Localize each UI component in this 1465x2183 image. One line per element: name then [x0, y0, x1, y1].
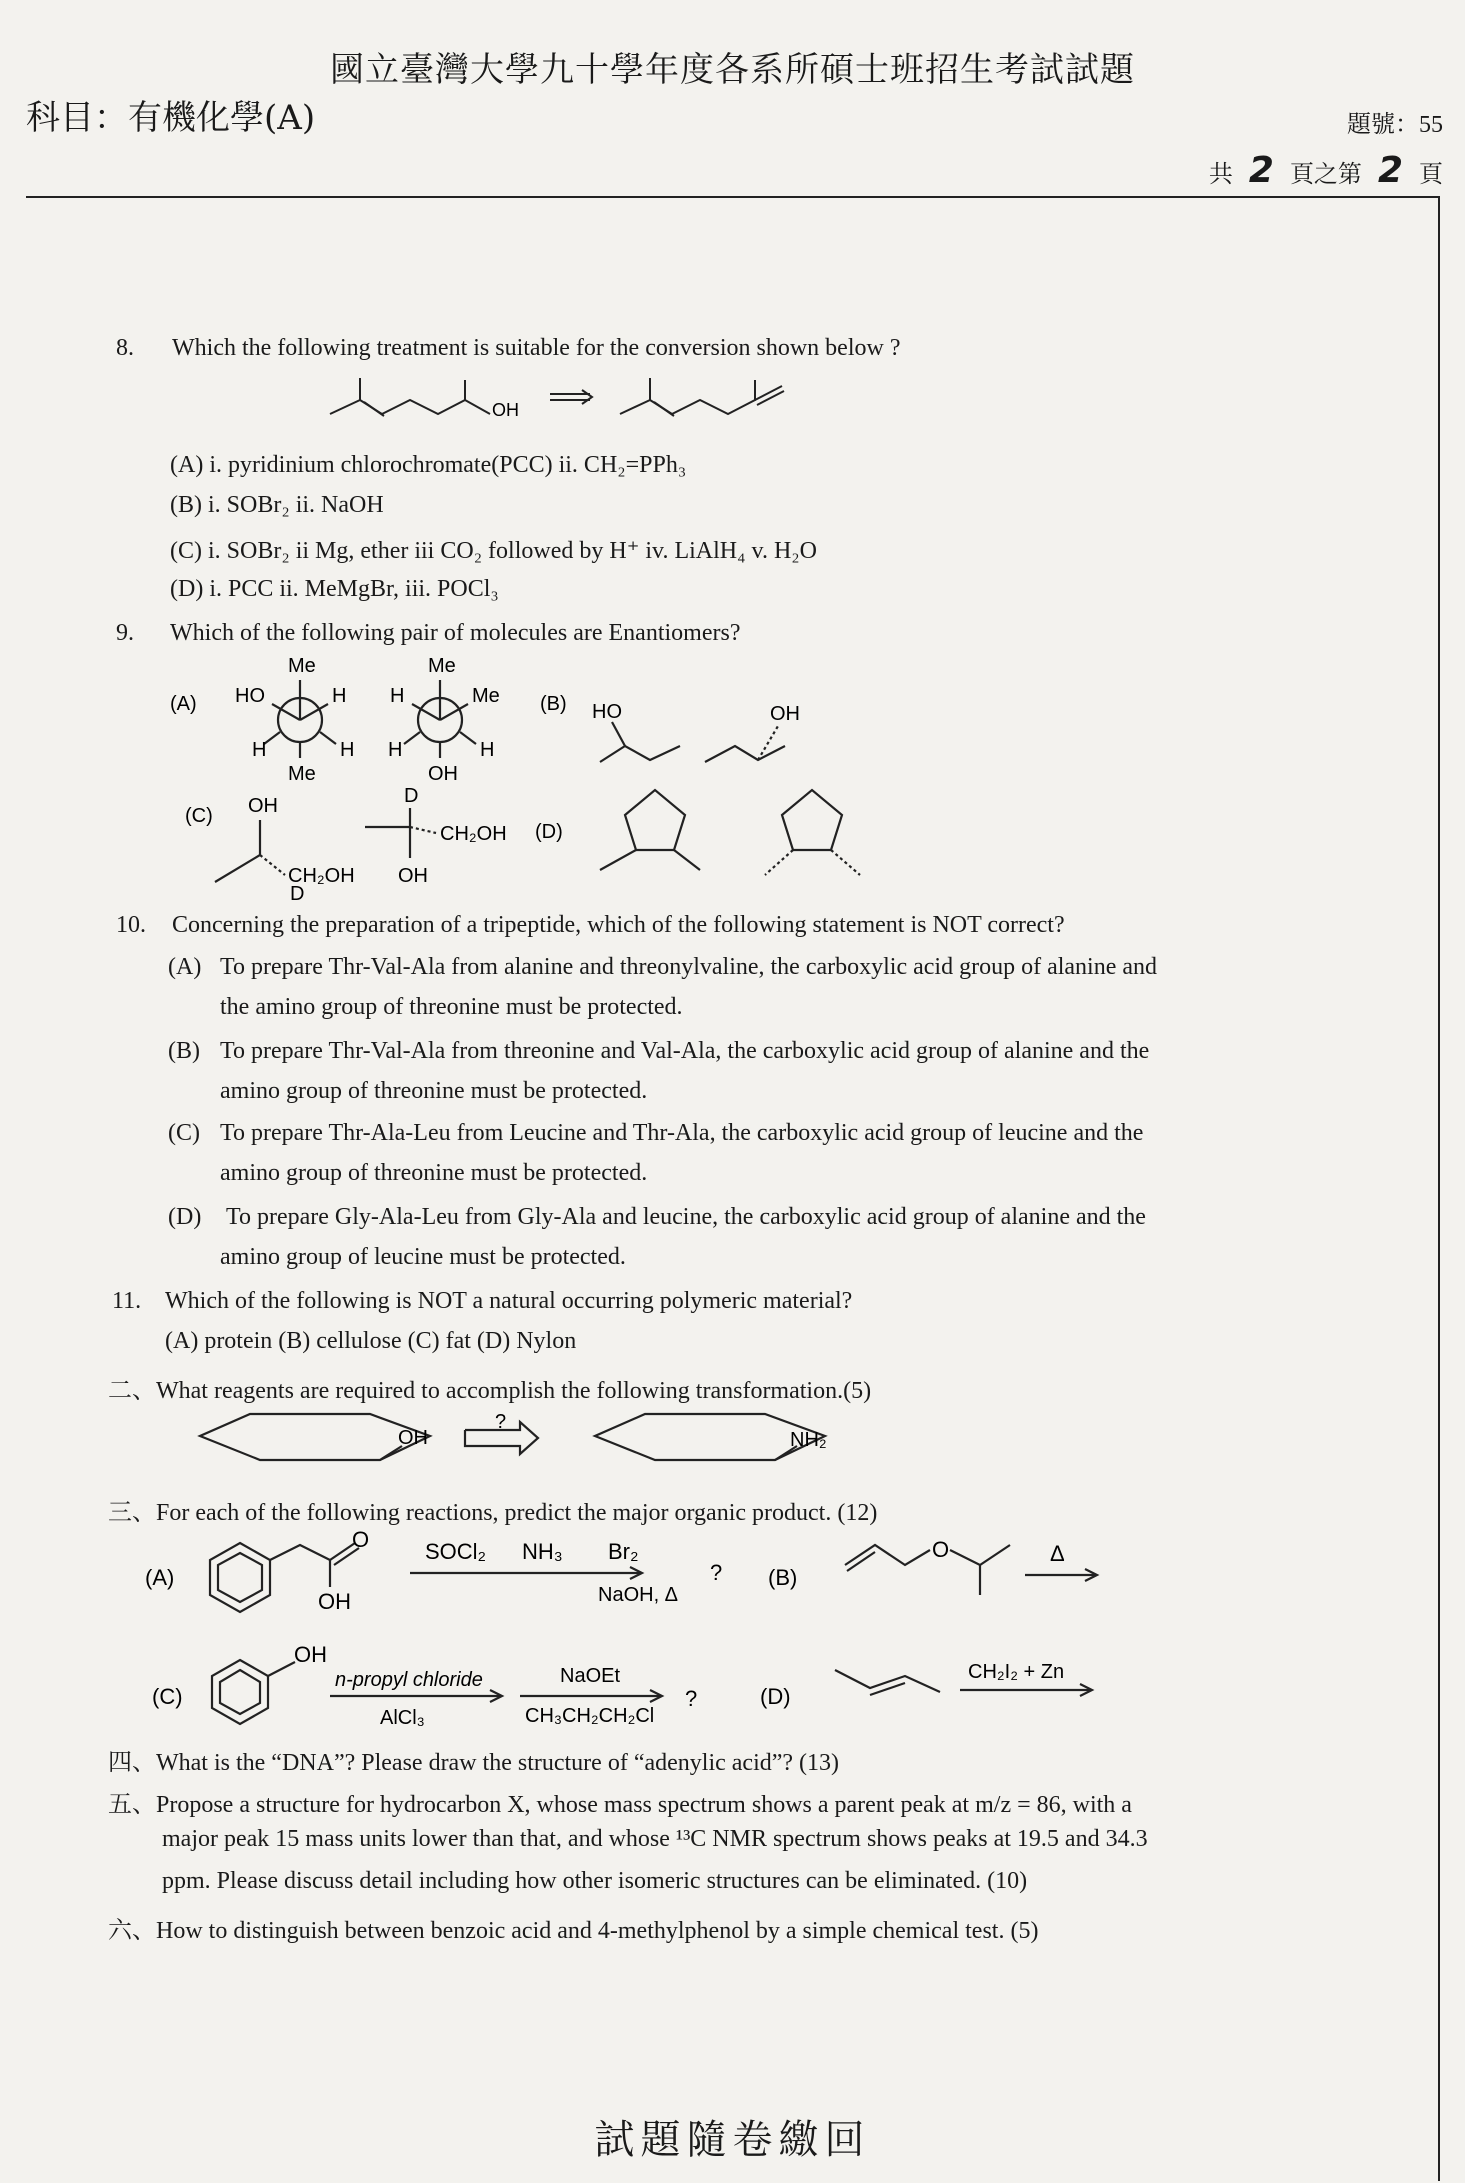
q9-a1-h-right: H	[332, 685, 347, 707]
q9-a2-oh: OH	[428, 763, 458, 785]
q10-question: Concerning the preparation of a tripeptide, which of the following statement is NOT correct?	[172, 912, 1065, 938]
q9-question: Which of the following pair of molecules are Enantiomers?	[170, 620, 741, 646]
section3-c-label: (C)	[152, 1684, 183, 1709]
q9-c2-ch2oh: CH₂OH	[440, 823, 507, 845]
q9-a2-me-top: Me	[428, 655, 456, 677]
section3-b-reagent: Δ	[1050, 1541, 1065, 1566]
q9-b1-ho: HO	[592, 701, 622, 723]
section4-question: 四、What is the “DNA”? Please draw the structure of “adenylic acid”? (13)	[108, 1750, 840, 1776]
section3-c-reagent-1-top: n-propyl chloride	[335, 1669, 483, 1691]
q10-option-d-line2: amino group of leucine must be protected.	[220, 1244, 626, 1270]
page-indicator	[1209, 150, 1443, 191]
section3-c-reagent-1-bottom: AlCl₃	[380, 1707, 425, 1729]
section3-a-reagent-1: SOCl₂	[425, 1539, 487, 1564]
q8-conversion-diagram	[320, 372, 800, 432]
q11-number: 11.	[112, 1288, 142, 1314]
q9-a2-h-left: H	[390, 685, 405, 707]
section3-a-carbonyl-o: O	[352, 1527, 370, 1552]
q9-a1-me-top: Me	[288, 655, 316, 677]
q11-options: (A) protein (B) cellulose (C) fat (D) Nylon	[165, 1328, 577, 1354]
q9-a1-ho: HO	[235, 685, 265, 707]
q9-label-c: (C)	[185, 805, 213, 827]
q9-b2-oh: OH	[770, 703, 800, 725]
q9-label-a: (A)	[170, 693, 197, 715]
q10-option-d-line1: To prepare Gly-Ala-Leu from Gly-Ala and leucine, the carboxylic acid group of alanine and the	[226, 1204, 1146, 1230]
q9-a1-me-bottom: Me	[288, 763, 316, 785]
section3-a-oh: OH	[318, 1589, 351, 1614]
section5-line3: ppm. Please discuss detail including how other isomeric structures can be eliminated. (10)	[162, 1868, 1028, 1894]
q9-c1-ch2oh: CH₂OH	[288, 865, 355, 887]
q9-structures	[160, 650, 1160, 900]
section6-question: 六、How to distinguish between benzoic acid and 4-methylphenol by a simple chemical test. (5)	[108, 1918, 1039, 1944]
q9-c2-d: D	[404, 785, 419, 807]
q8-option-a: (A) i. pyridinium chlorochromate(PCC) ii. CH₂=PPh₃	[170, 452, 687, 478]
q10-option-a-letter: (A)	[168, 954, 202, 980]
q11-question: Which of the following is NOT a natural occurring polymeric material?	[165, 1288, 853, 1314]
q10-option-b-line2: amino group of threonine must be protected.	[220, 1078, 648, 1104]
question-number: 題號：55	[1347, 112, 1443, 138]
q10-option-b-letter: (B)	[168, 1038, 200, 1064]
exam-title: 國立臺灣大學九十學年度各系所碩士班招生考試試題	[330, 50, 1135, 90]
q8-option-c: (C) i. SOBr₂ ii Mg, ether iii CO₂ followed by H⁺ iv. LiAlH₄ v. H₂O	[170, 538, 817, 564]
q9-a1-h-left: H	[252, 739, 267, 761]
section3-c-reagent-2-top: NaOEt	[560, 1665, 621, 1687]
page-total-label: 共	[1208, 162, 1233, 188]
q10-number: 10.	[116, 912, 146, 938]
section3-b-label: (B)	[768, 1565, 798, 1590]
section2-question: 二、What reagents are required to accomplish the following transformation.(5)	[108, 1378, 872, 1404]
q10-option-a-line1: To prepare Thr-Val-Ala from alanine and threonylvaline, the carboxylic acid group of alanine and	[220, 954, 1158, 980]
q10-option-c-line1: To prepare Thr-Ala-Leu from Leucine and Thr-Ala, the carboxylic acid group of leucine and the	[220, 1120, 1144, 1146]
section3-a-reagent-2: NH₃	[522, 1539, 563, 1564]
section5-line1: 五、Propose a structure for hydrocarbon X, whose mass spectrum shows a parent peak at m/z = 86, with a	[108, 1792, 1132, 1818]
section5-line2: major peak 15 mass units lower than that, and whose ¹³C NMR spectrum shows peaks at 19.5 and 34.3	[162, 1826, 1148, 1852]
q9-c2-oh: OH	[398, 865, 428, 887]
q9-a1-h-low: H	[340, 739, 355, 761]
q9-number: 9.	[116, 620, 134, 646]
q9-a2-h-low: H	[388, 739, 403, 761]
q8-number: 8.	[116, 335, 134, 361]
q10-option-d-letter: (D)	[168, 1204, 202, 1230]
q8-oh-label: OH	[492, 400, 519, 420]
section3-question: 三、For each of the following reactions, predict the major organic product. (12)	[108, 1500, 878, 1526]
section3-c-question-mark: ?	[685, 1686, 698, 1711]
q9-c1-oh: OH	[248, 795, 278, 817]
q8-option-b: (B) i. SOBr₂ ii. NaOH	[170, 492, 384, 518]
section3-d-reagent: CH₂I₂ + Zn	[968, 1661, 1065, 1683]
page-mid-label: 頁之第	[1289, 162, 1362, 188]
section3-a-reagent-3: Br₂	[608, 1539, 639, 1564]
section2-diagram	[190, 1408, 890, 1498]
section3-b-ether-o: O	[932, 1537, 950, 1562]
q8-question: Which the following treatment is suitable for the conversion shown below ?	[172, 335, 901, 361]
section3-d-label: (D)	[760, 1684, 791, 1709]
q10-option-c-letter: (C)	[168, 1120, 200, 1146]
q9-label-b: (B)	[540, 693, 567, 715]
q9-label-d: (D)	[535, 821, 563, 843]
page-current: 2	[1377, 150, 1403, 191]
page-total: 2	[1248, 150, 1274, 191]
section2-question-mark: ?	[495, 1411, 507, 1433]
subject-label: 科目：有機化學(A)	[26, 98, 316, 138]
q10-option-a-line2: the amino group of threonine must be protected.	[220, 994, 683, 1020]
section3-c-reagent-2-bottom: CH₃CH₂CH₂Cl	[525, 1705, 655, 1727]
q10-option-c-line2: amino group of threonine must be protected.	[220, 1160, 648, 1186]
section3-a-reagent-below: NaOH, Δ	[598, 1584, 679, 1606]
q10-option-b-line1: To prepare Thr-Val-Ala from threonine and Val-Ala, the carboxylic acid group of alanine and the	[220, 1038, 1150, 1064]
q8-option-d: (D) i. PCC ii. MeMgBr, iii. POCl₃	[170, 576, 499, 602]
section3-a-question-mark: ?	[710, 1560, 723, 1585]
q9-a2-me: Me	[472, 685, 500, 707]
section3-c-oh: OH	[294, 1642, 327, 1667]
section3-a-label: (A)	[145, 1565, 175, 1590]
section2-oh: OH	[398, 1427, 428, 1449]
page-end-label: 頁	[1419, 162, 1443, 188]
section3-reaction-c-d	[140, 1640, 1140, 1750]
section2-nh2: NH₂	[790, 1429, 827, 1451]
q9-c1-d: D	[290, 883, 305, 900]
q9-a2-h-right: H	[480, 739, 495, 761]
footer-stamp: 試題隨卷繳回	[594, 2117, 871, 2163]
